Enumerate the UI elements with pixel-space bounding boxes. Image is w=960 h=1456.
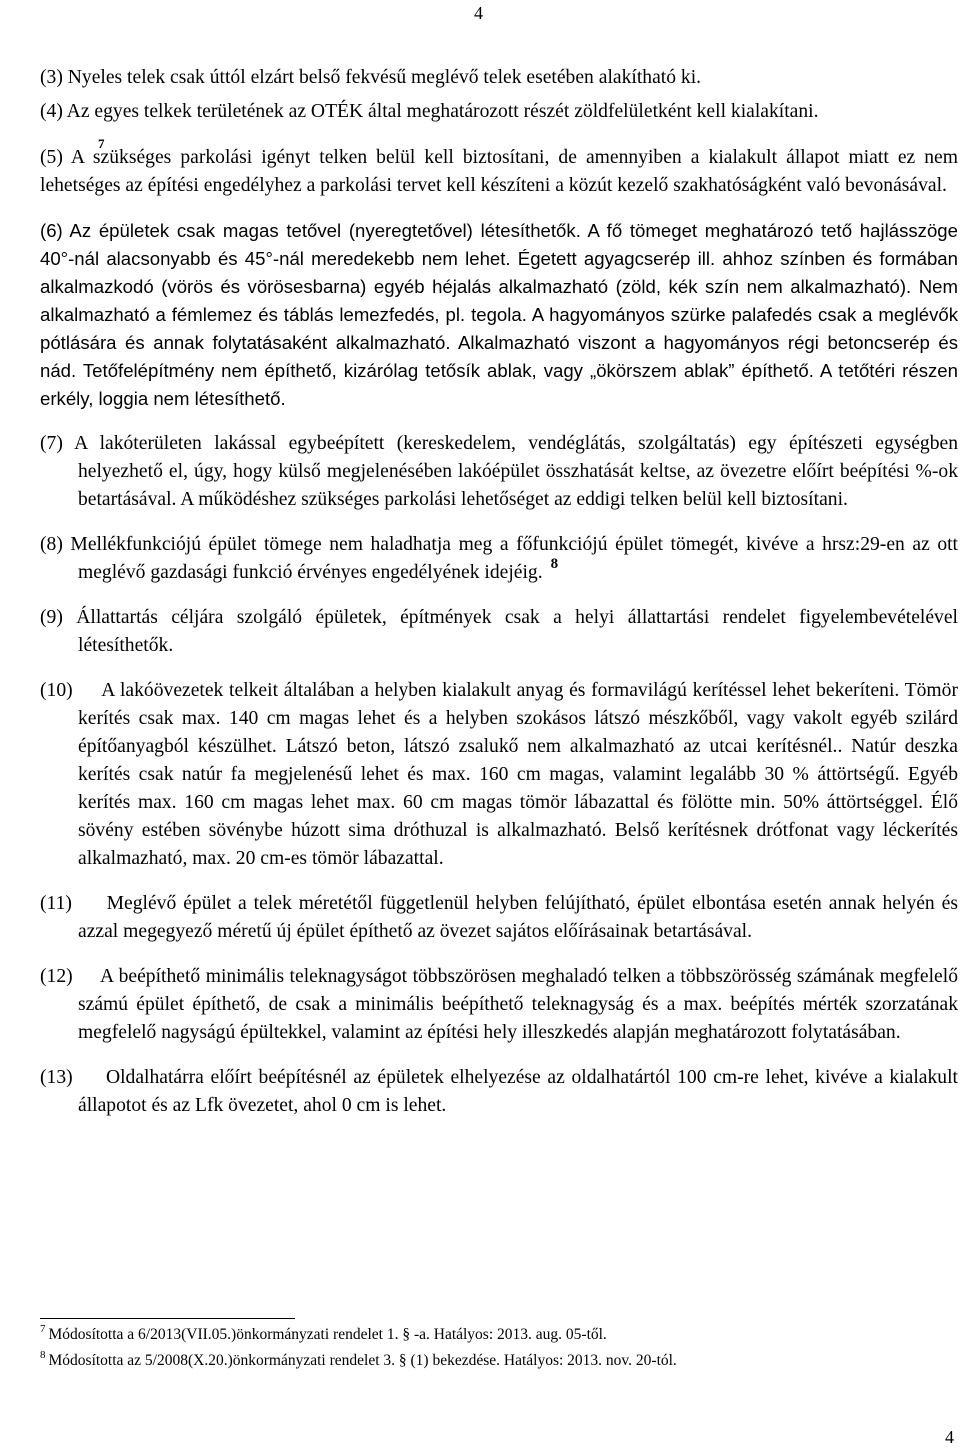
paragraph-8	[40, 531, 958, 587]
paragraph-4-text: (4) Az egyes telkek területének az OTÉK által meghatározott részét zöldfelületként kell kialakítani.	[40, 101, 819, 122]
footnote-8	[40, 1351, 940, 1371]
paragraph-11: (11) Meglévő épület a telek méretétől függetlenül helyben felújítható, épület elbontása esetén annak helyén és azzal megegyező méretű új épület építhető az övezet sajátos előírásainak betartásával.	[40, 893, 958, 942]
paragraph-8-text: (8) Mellékfunkciójú épület tömege nem haladhatja meg a főfunkciójú épület tömegét, kivéve a hrsz:29-en az ott meglévő gazdasági funkció érvényes engedélyének idejéig.	[40, 534, 958, 583]
paragraph-4	[40, 98, 958, 126]
footnotes	[40, 1318, 940, 1377]
footnote-8-number: 8	[40, 1349, 46, 1362]
footnote-divider	[40, 1318, 295, 1319]
paragraph-13: (13) Oldalhatárra előírt beépítésnél az épületek elhelyezése az oldalhatártól 100 cm-re lehet, kivéve a kialakult állapotot és az Lfk övezetet, ahol 0 cm is lehet.	[40, 1067, 958, 1116]
page-number-top: 4	[474, 3, 483, 23]
footnote-7	[40, 1325, 940, 1345]
paragraph-9: (9) Állattartás céljára szolgáló épületek, építmények csak a helyi állattartási rendelet figyelembevételével létesíthetők.	[40, 607, 958, 656]
footnote-ref-8[interactable]: 8	[550, 555, 559, 572]
document-body	[40, 64, 958, 1120]
paragraph-12: (12) A beépíthető minimális teleknagyságot többszörösen meghaladó telken a többszörösség számának megfelelő számú épület építhető, de csak a minimális beépíthető teleknagyság és a max. beépítés mérték szorzatának megfelelő nagyságú épültekkel, valamint az építési hely illeszkedés alapján meghatározott folytatásában.	[40, 966, 958, 1043]
paragraph-7: (7) A lakóterületen lakással egybeépített (kereskedelem, vendéglátás, szolgáltatás) egy építészeti egységben helyezhető el, úgy, hogy külső megjelenésében lakóépület összhatását keltse, az övezetre előírt beépítési %-ok betartásával. A működéshez szükséges parkolási lehetőséget az eddigi telken belül kell biztosítani.	[40, 433, 958, 510]
footnote-ref-7[interactable]: 7	[98, 136, 105, 151]
paragraph-5: (5) A szükséges parkolási igényt telken belül kell biztosítani, de amennyiben a kialakult állapot miatt ez nem lehetséges az építési engedélyhez a parkolási tervet kell készíteni a közút kezelő szakhatóságként való bevonásával.	[40, 147, 958, 196]
footnote-7-text: Módosította a 6/2013(VII.05.)önkormányzati rendelet 1. § -a. Hatályos: 2013. aug. 05-től.	[48, 1326, 607, 1343]
paragraph-10: (10) A lakóövezetek telkeit általában a helyben kialakult anyag és formavilágú kerítéssel lehet bekeríteni. Tömör kerítés csak max. 140 cm magas lehet és a helyben szokásos látszó mészkőből, vagy vakolt egyéb szilárd építőanyagból készülhet. Látszó beton, látszó zsalukő nem alkalmazható az utcai kerítésnél.. Natúr deszka kerítés csak natúr fa megjelenésű lehet és max. 160 cm magas, valamint legalább 30 % áttörtségű. Egyéb kerítés max. 160 cm magas lehet max. 60 cm magas tömör lábazattal és fölötte min. 50% áttörtséggel. Élő sövény estében sövénybe húzott sima dróthuzal is alkalmazható. Belső kerítésnek drótfonat vagy léckerítés alkalmazható, max. 20 cm-es tömör lábazattal.	[40, 680, 958, 869]
paragraph-3: (3) Nyeles telek csak úttól elzárt belső fekvésű meglévő telek esetében alakítható ki.	[40, 67, 702, 88]
paragraph-6: (6) Az épületek csak magas tetővel (nyeregtetővel) létesíthetők. A fő tömeget meghatározó tető hajlásszöge 40°-nál alacsonyabb és 45°-nál meredekebb nem lehet. Égetett agyagcserép ill. ahhoz színben és formában alkalmazkodó (vörös és vörösesbarna) egyéb héjalás alkalmazható (zöld, kék szín nem alkalmazható). Nem alkalmazható a fémlemez és táblás lemezfedés, pl. tegola. A hagyományos szürke palafedés csak a meglévők pótlására és annak folytatásaként alkalmazható. Alkalmazható viszont a hagyományos régi betoncserép és nád. Tetőfelépítmény nem építhető, kizárólag tetősík ablak, vagy „ökörszem ablak” építhető. A tetőtéri részen erkély, loggia nem létesíthető.	[40, 220, 958, 409]
footnote-8-text: Módosította az 5/2008(X.20.)önkormányzati rendelet 3. § (1) bekezdése. Hatályos: 2013. nov. 20-tól.	[48, 1352, 677, 1369]
footnote-7-number: 7	[40, 1323, 46, 1336]
page-number-bottom: 4	[945, 1427, 954, 1447]
